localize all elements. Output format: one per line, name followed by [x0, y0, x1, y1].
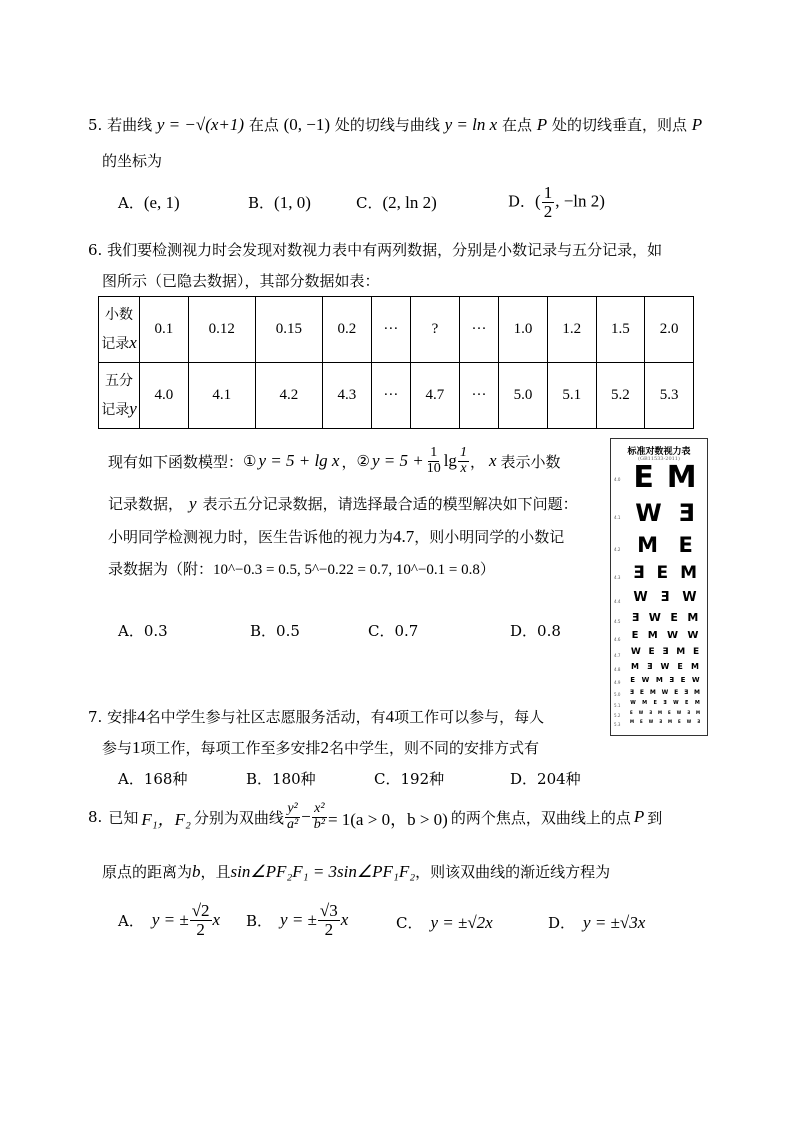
e-row: Ǝ E M	[632, 563, 698, 583]
table-cell: 0.12	[188, 297, 255, 363]
chart-subtitle: (GB11533-2011)	[638, 456, 680, 462]
point-coordinates: (0, −1)	[283, 115, 331, 134]
table-cell: 1.5	[596, 297, 645, 363]
question-number: 6.	[88, 241, 103, 259]
vision-chart-image: 标准对数视力表 (GB11533-2011) 4.0 E M 4.1 W Ǝ 4.2 M E 4.3 Ǝ E M 4.4 W Ǝ W 4.5 Ǝ W E M 4.6 E M W W 4.7 W E Ǝ M E 4.8 M Ǝ W E M 4.9 E W M Ǝ E W 5.0 Ǝ E M W E Ǝ M 5.1 W M E Ǝ W E M 5.2 E W Ǝ M E W Ǝ M 5.3 M E W Ǝ M E W Ǝ	[610, 438, 708, 736]
question-7-line-1: 7. 安排4名中学生参与社区志愿服务活动，有4项工作可以参与，每人	[88, 707, 545, 726]
table-cell: 1.2	[547, 297, 596, 363]
table-cell: 5.3	[645, 363, 694, 429]
option-d[interactable]: D．204种	[510, 770, 581, 788]
question-5-line-2: 的坐标为	[102, 152, 163, 170]
e-row: E W M Ǝ E W	[630, 676, 700, 684]
table-cell: ?	[411, 297, 460, 363]
question-8-line-1: 8. 已知 F₁，F₂ 分别为双曲线 $\frac{\text{y²}}{\text{a²}}$ − $\frac{\text{x²}}{\text{b²}}$ = 1(a > 0，b > 0) 的两个焦点，双曲线上的点 P 到	[88, 801, 663, 832]
e-row: E M	[633, 460, 697, 495]
option-a[interactable]: A．0.3	[118, 622, 168, 640]
e-row: M E	[637, 533, 693, 557]
option-b[interactable]: B．0.5	[250, 622, 300, 640]
row-header: 五分 记录y	[99, 363, 140, 429]
table-cell: 4.7	[411, 363, 460, 429]
question-6-line-2: 图所示（已隐去数据），其部分数据如表：	[102, 272, 380, 290]
question-number: 7.	[88, 708, 103, 726]
table-cell: 4.3	[322, 363, 371, 429]
table-cell: 0.2	[322, 297, 371, 363]
table-cell: 4.2	[255, 363, 322, 429]
option-b[interactable]: B．(1, 0)	[248, 193, 311, 212]
e-row: M Ǝ W E M	[631, 662, 699, 671]
table-cell: ···	[371, 363, 410, 429]
table-row	[99, 363, 694, 429]
e-row: Ǝ E M W E Ǝ M	[629, 689, 701, 696]
table-cell: ···	[371, 297, 410, 363]
curve-equation: y = −√(x+1)	[156, 115, 245, 134]
table-cell: 0.15	[255, 297, 322, 363]
models-line: 现有如下函数模型： ① y = 5 + lg x ， ② y = 5 + $\frac{1}{10}$ lg $\frac{1}{x}$ ， x 表示小数	[108, 445, 561, 476]
option-a[interactable]: A． y = ± $\frac{√2}{2}$ x	[118, 901, 221, 939]
question-6-line-5: 小明同学检测视力时，医生告诉他的视力为4.7，则小明同学的小数记	[108, 527, 565, 546]
option-c[interactable]: C．0.7	[368, 622, 419, 640]
row-header: 小数 记录x	[99, 297, 140, 363]
option-d[interactable]: D． y = ±√3x	[548, 913, 646, 932]
question-number: 5.	[88, 116, 103, 134]
vision-data-table	[98, 296, 694, 429]
e-row: E M W W	[631, 630, 699, 641]
option-d[interactable]: D．( $\frac{1}{2}$ , −ln 2)	[508, 183, 605, 221]
question-7-line-2: 参与1项工作，每项工作至多安排2名中学生，则不同的安排方式有	[102, 738, 540, 757]
question-number: 8.	[88, 808, 103, 827]
option-c[interactable]: C． y = ±√2x	[396, 913, 493, 932]
option-b[interactable]: B． y = ± $\frac{√3}{2}$ x	[246, 901, 349, 939]
option-b[interactable]: B．180种	[246, 770, 316, 788]
e-row: W E Ǝ M E	[630, 647, 700, 657]
e-row: W M E Ǝ W E M	[630, 700, 700, 706]
e-row: E W Ǝ M E W Ǝ M	[630, 710, 700, 715]
table-cell: 5.1	[547, 363, 596, 429]
question-5-line-1: 5. 若曲线 y = −√(x+1) 在点 (0, −1) 处的切线与曲线 y = ln x 在点 P 处的切线垂直，则点 P	[88, 115, 703, 134]
e-row: W Ǝ W	[633, 590, 697, 605]
table-cell: 1.0	[499, 297, 548, 363]
option-c[interactable]: C．(2, ln 2)	[356, 193, 437, 212]
e-row: M E W Ǝ M E W Ǝ	[630, 719, 700, 724]
question-6-line-1: 6. 我们要检测视力时会发现对数视力表中有两列数据，分别是小数记录与五分记录，如	[88, 241, 663, 259]
question-6-line-4: 记录数据， y 表示五分记录数据，请选择最合适的模型解决如下问题：	[108, 494, 578, 513]
option-c[interactable]: C．192种	[374, 770, 445, 788]
option-a[interactable]: A．168种	[118, 770, 188, 788]
table-cell: ···	[459, 297, 498, 363]
option-d[interactable]: D．0.8	[510, 622, 561, 640]
table-cell: 2.0	[645, 297, 694, 363]
table-cell: 4.1	[188, 363, 255, 429]
chart-title: 标准对数视力表	[627, 447, 691, 457]
table-cell: 4.0	[140, 363, 189, 429]
question-8-line-2: 原点的距离为b，且sin∠PF₂F₁ = 3sin∠PF₁F₂，则该双曲线的渐近线方程为	[102, 862, 611, 881]
e-row: W Ǝ	[635, 499, 695, 527]
table-cell: 0.1	[140, 297, 189, 363]
e-row: Ǝ W E M	[631, 611, 699, 624]
curve-equation: y = ln x	[444, 115, 498, 134]
fraction: $\frac{1}{2}$	[543, 183, 553, 221]
question-6-line-6: 录数据为（附：10^−0.3 = 0.5, 5^−0.22 = 0.7, 10^−0.1 = 0.8）	[108, 560, 495, 578]
table-cell: 5.0	[499, 363, 548, 429]
option-a[interactable]: A．(e, 1)	[118, 193, 180, 212]
table-row	[99, 297, 694, 363]
table-cell: ···	[459, 363, 498, 429]
table-cell: 5.2	[596, 363, 645, 429]
